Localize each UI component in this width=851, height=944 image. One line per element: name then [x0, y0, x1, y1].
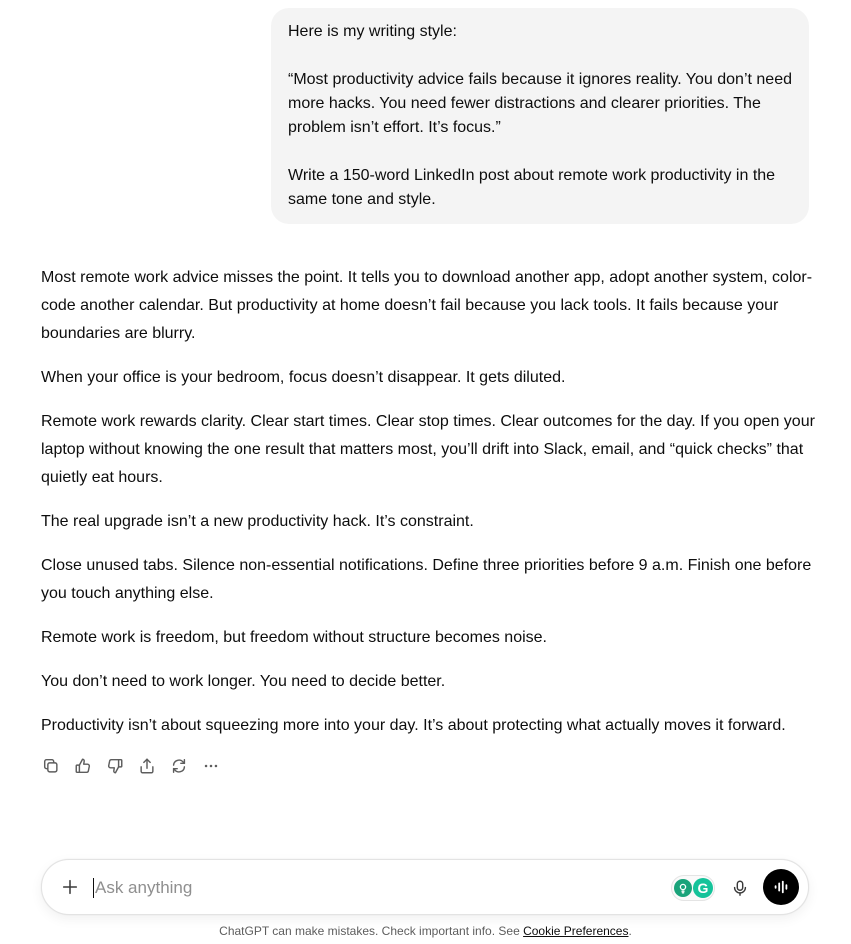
message-actions: [35, 750, 227, 782]
add-attachment-button[interactable]: [56, 873, 84, 901]
user-message-line: “Most productivity advice fails because it ignores reality. You don’t need more hacks. You need fewer distractions and clearer priorities. The problem isn’t effort. It’s focus.”: [288, 71, 792, 136]
assistant-paragraph: When your office is your bedroom, focus doesn’t disappear. It gets diluted.: [41, 369, 566, 386]
disclaimer: [0, 922, 851, 940]
more-icon: [202, 757, 220, 775]
share-button[interactable]: [131, 750, 163, 782]
grammarly-widget[interactable]: [671, 875, 715, 901]
user-message-bubble: [271, 8, 809, 224]
bad-response-button[interactable]: [99, 750, 131, 782]
assistant-paragraph: Remote work is freedom, but freedom without structure becomes noise.: [41, 629, 547, 646]
assistant-message: [41, 264, 816, 756]
composer: [41, 859, 809, 915]
regenerate-button[interactable]: [163, 750, 195, 782]
prompt-input[interactable]: [93, 876, 653, 900]
share-icon: [138, 757, 156, 775]
user-message-line: Here is my writing style:: [288, 23, 457, 40]
assistant-paragraph: Close unused tabs. Silence non-essential notifications. Define three priorities before 9 a.m. Finish one before you touch anything else.: [41, 557, 812, 602]
copy-button[interactable]: [35, 750, 67, 782]
regenerate-icon: [170, 757, 188, 775]
microphone-icon: [731, 879, 749, 897]
assistant-paragraph: Productivity isn’t about squeezing more into your day. It’s about protecting what actually moves it forward.: [41, 717, 786, 734]
grammarly-icon: G: [693, 878, 713, 898]
good-response-button[interactable]: [67, 750, 99, 782]
more-actions-button[interactable]: [195, 750, 227, 782]
assistant-paragraph: You don’t need to work longer. You need to decide better.: [41, 673, 446, 690]
disclaimer-text: ChatGPT can make mistakes. Check important info. See: [219, 924, 524, 938]
lightbulb-icon: [674, 879, 692, 897]
user-message-line: Write a 150-word LinkedIn post about remote work productivity in the same tone and style.: [288, 167, 776, 208]
copy-icon: [42, 757, 60, 775]
prompt-placeholder: Ask anything: [95, 878, 193, 897]
thumbs-down-icon: [106, 757, 124, 775]
disclaimer-end: .: [628, 924, 632, 938]
voice-mode-icon: [772, 878, 790, 896]
cookie-preferences-link[interactable]: Cookie Preferences: [523, 924, 629, 938]
assistant-paragraph: Remote work rewards clarity. Clear start times. Clear stop times. Clear outcomes for the day. If you open your laptop without knowing the one result that matters most, you’ll drift into Slack, email, and “quick checks” that quietly eat hours.: [41, 413, 815, 486]
assistant-paragraph: Most remote work advice misses the point. It tells you to download another app, adopt another system, color-code another calendar. But productivity at home doesn’t fail because you lack tools. It fails because your boundaries are blurry.: [41, 269, 813, 342]
voice-mode-button[interactable]: [763, 869, 799, 905]
thumbs-up-icon: [74, 757, 92, 775]
dictate-button[interactable]: [726, 874, 754, 902]
text-caret: [93, 878, 94, 898]
assistant-paragraph: The real upgrade isn’t a new productivity hack. It’s constraint.: [41, 513, 474, 530]
plus-icon: [61, 878, 79, 896]
